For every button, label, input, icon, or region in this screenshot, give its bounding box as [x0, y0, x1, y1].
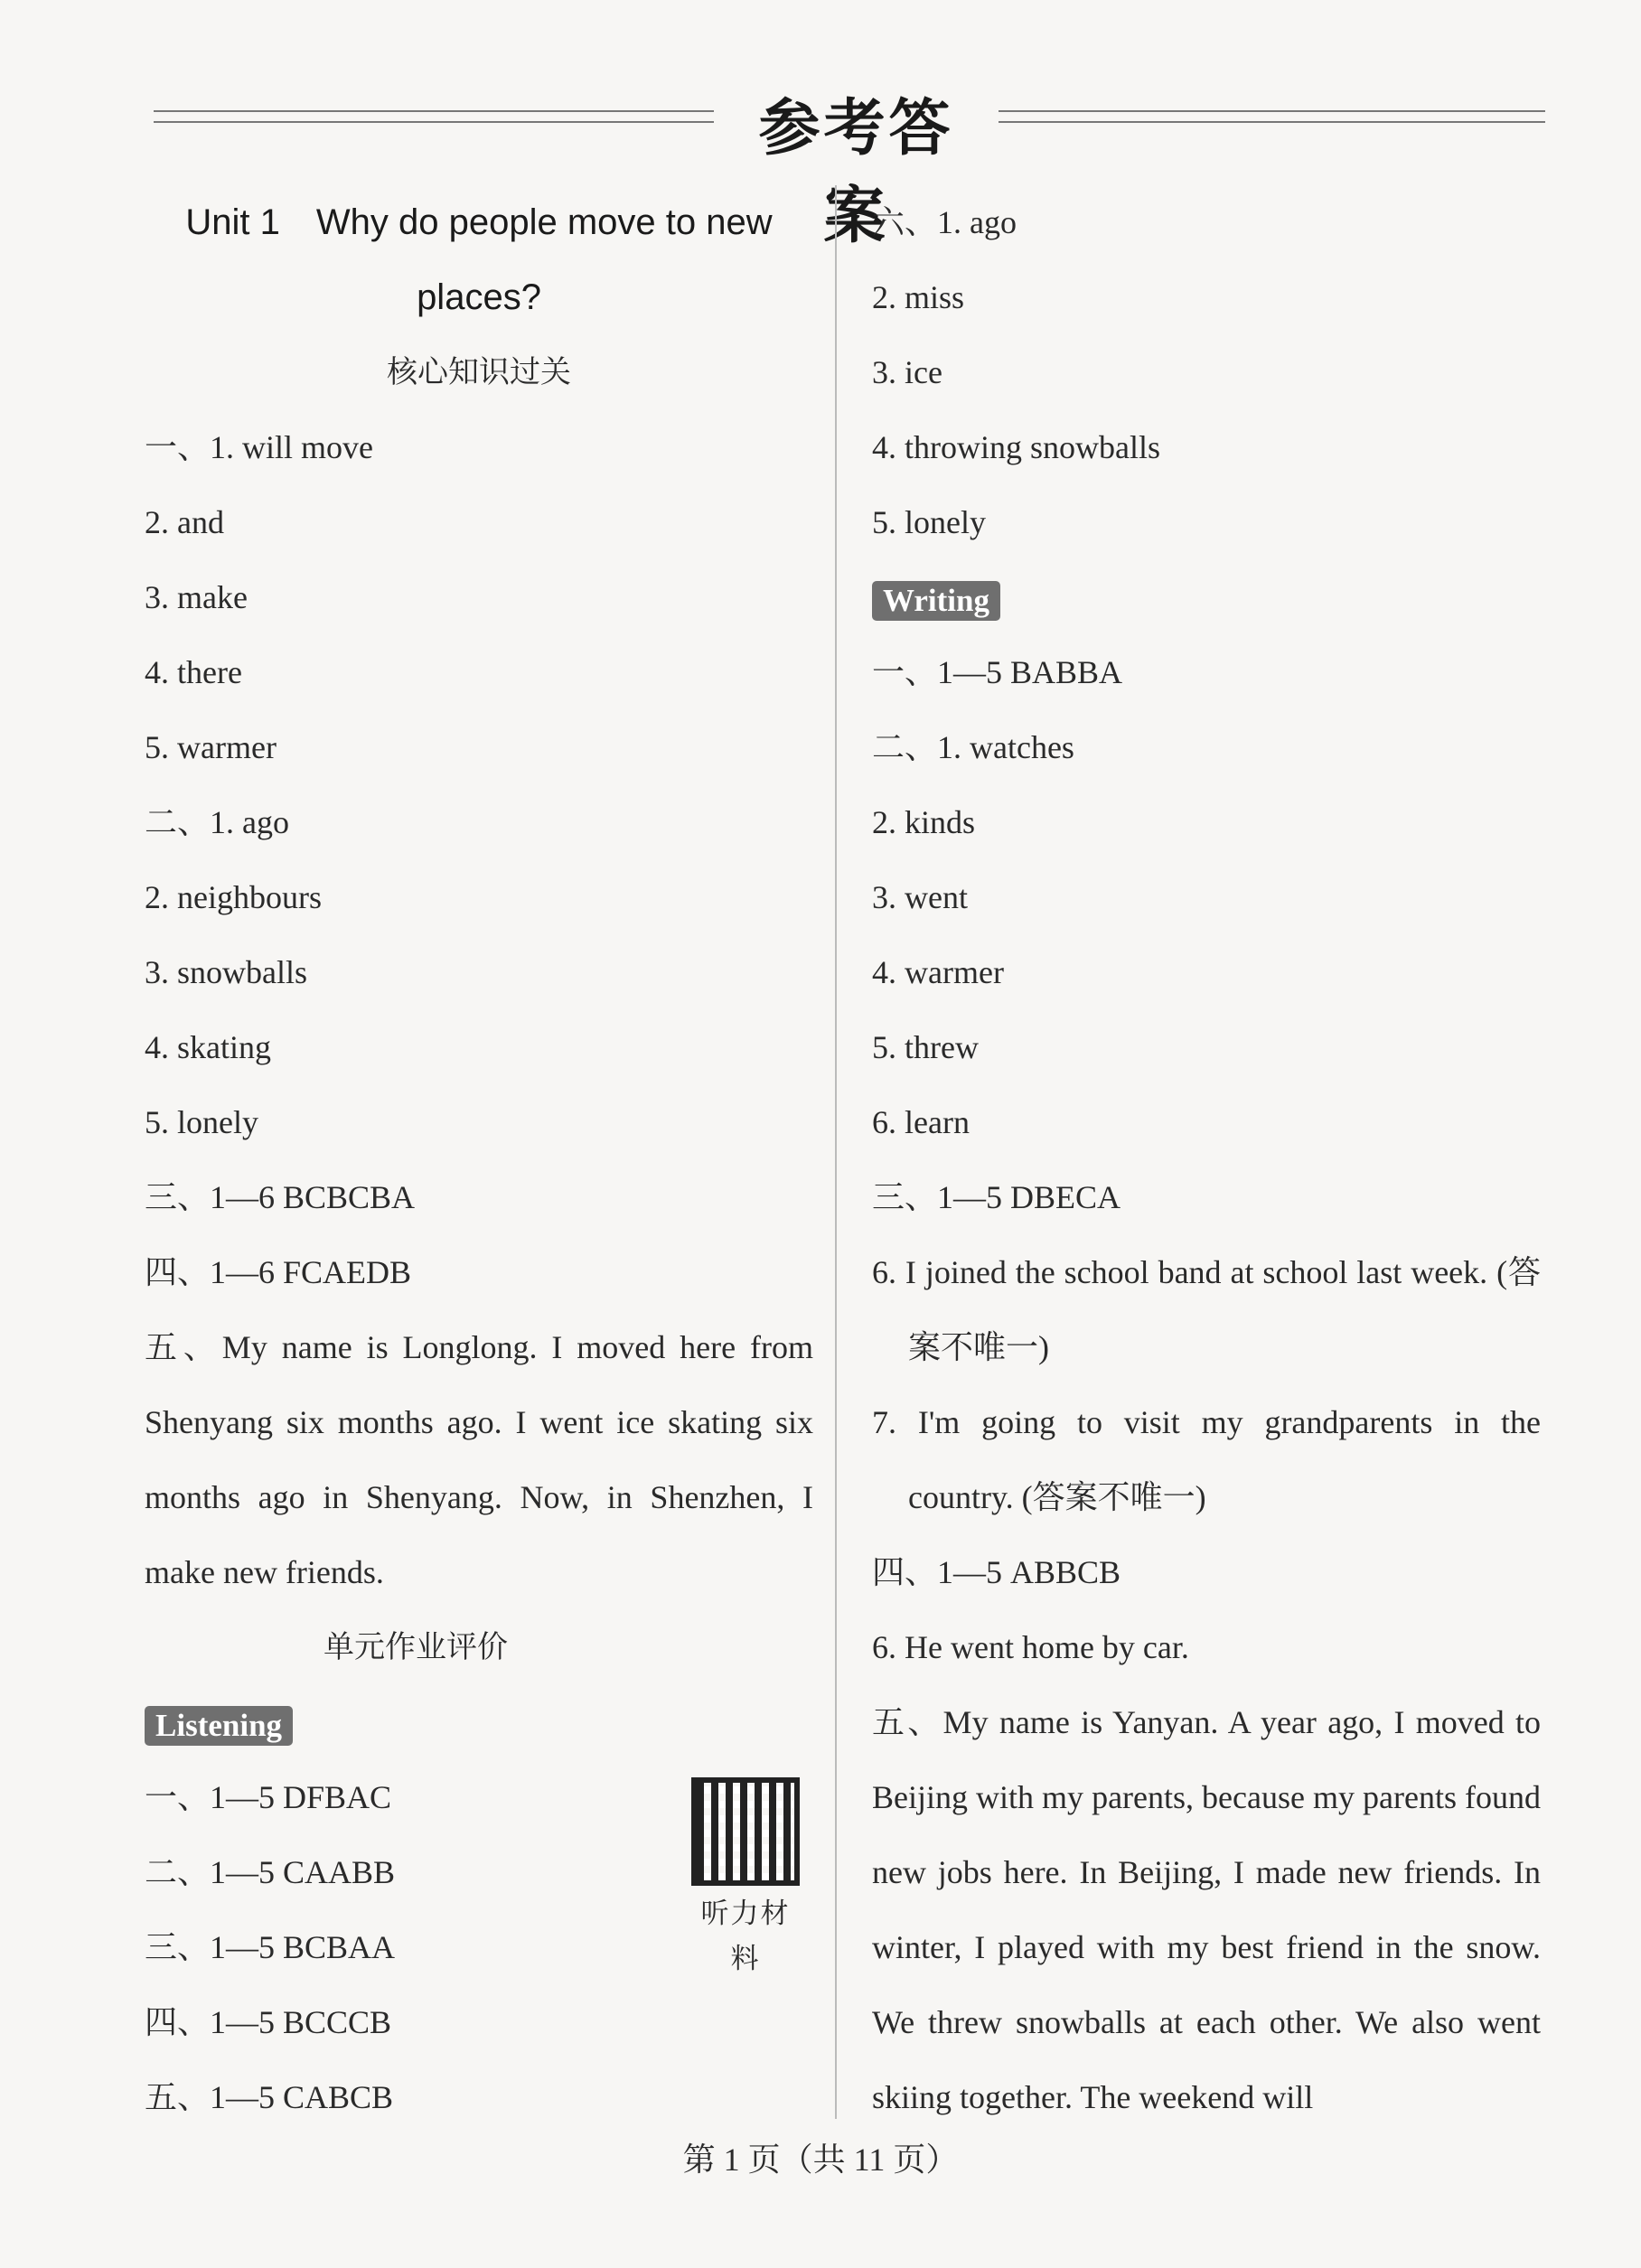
- answer-line: 三、1—6 BCBCBA: [145, 1179, 416, 1215]
- answer-line: 二、1. ago: [145, 804, 289, 840]
- column-divider: [835, 185, 837, 2119]
- header-rule-right: [999, 110, 1545, 123]
- answer-line: 3. ice: [872, 354, 942, 390]
- subhead-unit-evaluation: 单元作业评价: [324, 1629, 508, 1665]
- answer-line: 5. warmer: [145, 729, 277, 765]
- page-footer: 第 1 页（共 11 页）: [682, 2141, 959, 2178]
- answer-line: 2. and: [145, 504, 224, 540]
- answer-line: 4. skating: [145, 1029, 271, 1065]
- answer-line: 一、1—5 BABBA: [872, 654, 1123, 690]
- answer-line: 4. throwing snowballs: [872, 429, 1160, 465]
- answer-line: 五、1—5 CABCB: [145, 2079, 394, 2115]
- answers-writing: [872, 635, 1541, 1235]
- page-title: 参考答案: [758, 93, 954, 252]
- answer-line: 四、1—6 FCAEDB: [145, 1254, 412, 1290]
- answer-line: 一、1—5 DFBAC: [145, 1779, 392, 1815]
- answer-line: 三、1—5 BCBAA: [145, 1929, 396, 1965]
- answer-line: 2. kinds: [872, 804, 976, 840]
- answer-line: 六、1. ago: [872, 204, 1017, 240]
- listening-row: [145, 1685, 813, 1760]
- answer-line: 5. lonely: [145, 1104, 258, 1140]
- answers-four: [872, 1535, 1541, 1685]
- unit-title-line-2: places?: [417, 277, 541, 317]
- left-column: [145, 185, 813, 2135]
- answer-line: 四、1—5 BCCCB: [145, 2004, 392, 2040]
- answer-line: 5. lonely: [872, 504, 986, 540]
- answer-line: 6. learn: [872, 1104, 970, 1140]
- answers-six: [872, 185, 1541, 560]
- answer-paragraph-five-writing: 五、My name is Yanyan. A year ago, I moved to Beijing with my parents, because my parents found new jobs here. In Beijing, I made new friends. In winter, I played with my best friend in the snow. We threw snowballs at each other. We also went skiing together. The weekend will: [872, 1704, 1541, 2115]
- qr-code-icon[interactable]: [691, 1777, 800, 1886]
- answer-line: 4. warmer: [872, 954, 1004, 990]
- qr-code-block: [687, 1777, 804, 1982]
- answer-line: 3. make: [145, 579, 248, 615]
- answer-line: 四、1—5 ABBCB: [872, 1554, 1121, 1590]
- answer-line: 3. snowballs: [145, 954, 307, 990]
- subhead-core-knowledge: 核心知识过关: [387, 354, 571, 390]
- answers-core: [145, 410, 813, 1310]
- answer-line: 2. miss: [872, 279, 965, 315]
- answer-paragraph-7: 7. I'm going to visit my grandparents in the country. (答案不唯一): [872, 1404, 1541, 1515]
- answer-line: 4. there: [145, 654, 242, 690]
- writing-badge: Writing: [872, 581, 1000, 621]
- answer-paragraph-five: 五、My name is Longlong. I moved here from Shenyang six months ago. I went ice skating six months ago in Shenyang. Now, in Shenzhen, I make new friends.: [145, 1329, 813, 1590]
- listening-badge: Listening: [145, 1706, 293, 1746]
- unit-title-line-1: Unit 1 Why do people move to new: [185, 202, 773, 242]
- answer-line: 二、1. watches: [872, 729, 1074, 765]
- header-rule-left: [154, 110, 714, 123]
- answer-paragraph-6: 6. I joined the school band at school last week. (答案不唯一): [872, 1254, 1541, 1365]
- answer-line: 2. neighbours: [145, 879, 322, 915]
- answer-line: 5. threw: [872, 1029, 979, 1065]
- qr-caption: 听力材料: [700, 1898, 791, 1975]
- right-column: [872, 185, 1541, 2135]
- answer-line: 二、1—5 CAABB: [145, 1854, 396, 1890]
- answer-line: 一、1. will move: [145, 429, 373, 465]
- answer-line: 三、1—5 DBECA: [872, 1179, 1121, 1215]
- answer-line: 3. went: [872, 879, 968, 915]
- answer-line: 6. He went home by car.: [872, 1629, 1189, 1665]
- writing-row: [872, 560, 1541, 635]
